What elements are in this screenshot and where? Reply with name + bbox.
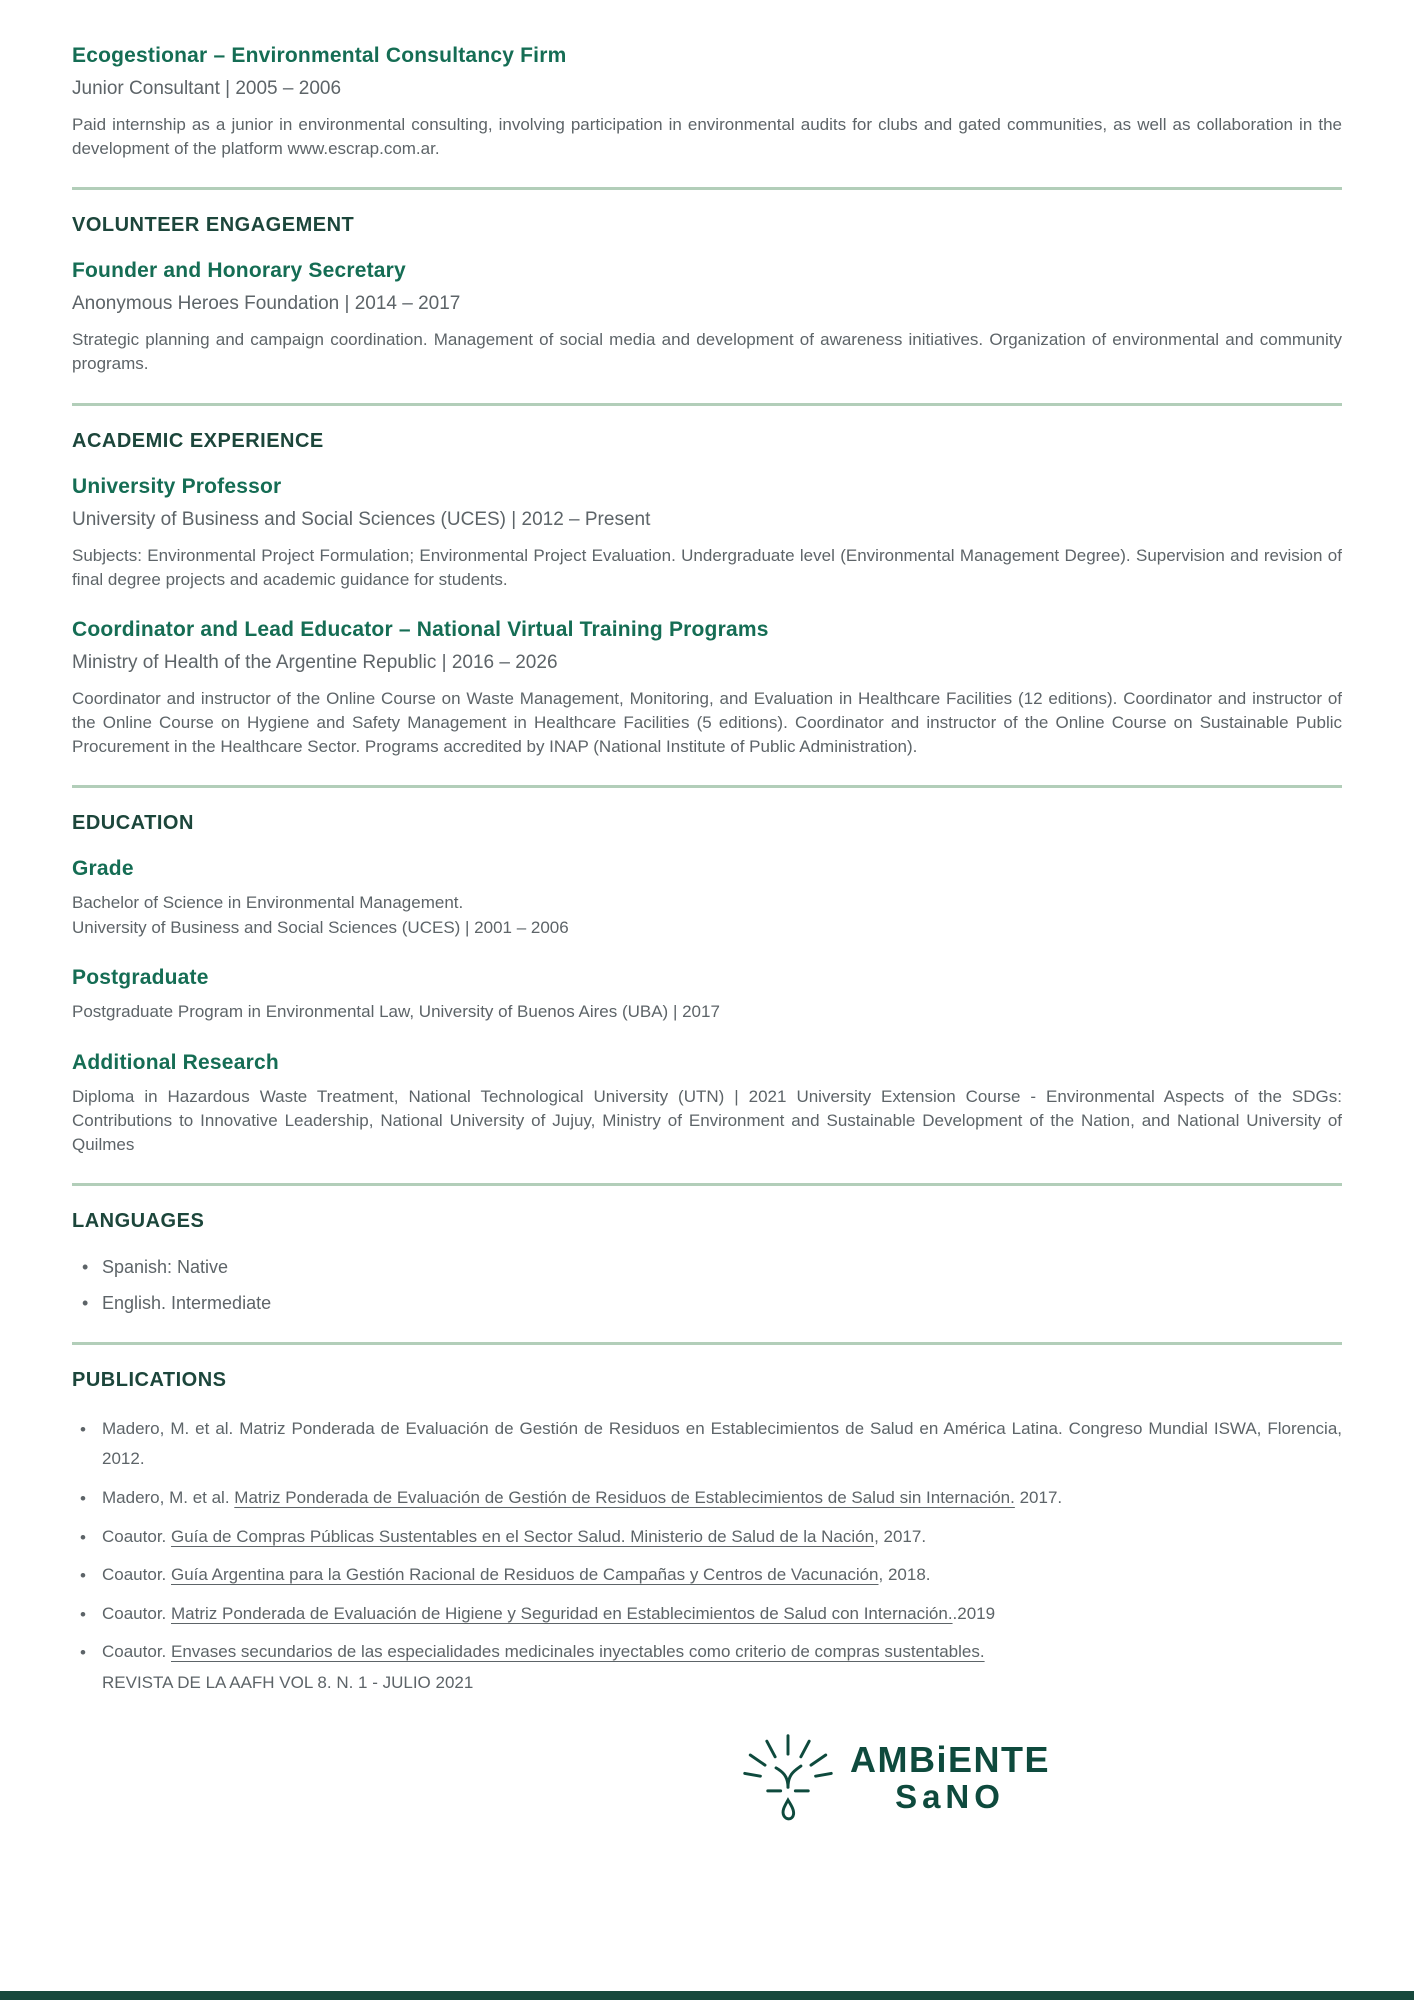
section-header: EDUCATION xyxy=(72,812,194,835)
section-divider xyxy=(72,785,1342,788)
ambiente-sano-logo-text xyxy=(850,1739,1050,1816)
entry-title: Coordinator and Lead Educator – National Virtual Training Programs xyxy=(72,617,769,641)
publication-text: Madero, M. et al. xyxy=(102,1487,235,1507)
publication-link[interactable]: Envases secundarios de las especialidades medicinales inyectables como criterio de compras sustentables. xyxy=(171,1642,985,1662)
section-divider xyxy=(72,1183,1342,1186)
publication-text: Coautor. xyxy=(102,1565,171,1585)
publication-text: , 2018. xyxy=(878,1565,931,1585)
publication-text: .2019 xyxy=(952,1603,996,1623)
entry-title: Grade xyxy=(72,857,134,881)
entry-title: Postgraduate xyxy=(72,966,209,990)
education-line: University of Business and Social Sciences (UCES) | 2001 – 2006 xyxy=(72,917,569,937)
section-header: PUBLICATIONS xyxy=(72,1368,227,1391)
publication-text: 2017. xyxy=(1014,1487,1063,1507)
ambiente-sano-logo-icon xyxy=(742,1727,834,1829)
education-line: Bachelor of Science in Environmental Management. xyxy=(72,893,464,913)
section-education xyxy=(72,812,1342,1157)
entry-description: Subjects: Environmental Project Formulation; Environmental Project Evaluation. Undergraduate level (Environmental Management Degree). Supervision and revision of final degree projects and academic guidance for students. xyxy=(72,545,1342,589)
academic-entry xyxy=(72,475,1342,592)
section-languages xyxy=(72,1210,1342,1315)
section-header: ACADEMIC EXPERIENCE xyxy=(72,429,324,452)
logo-wordmark-line2: SaNO xyxy=(895,1778,1005,1816)
entry-description: Coordinator and instructor of the Online Course on Waste Management, Monitoring, and Evaluation in Healthcare Facilities (12 editions). Coordinator and instructor of the Online Course on Hygiene and Safety Management in Healthcare Facilities (5 editions). Coordinator and instructor of the Online Course on Sustainable Public Procurement in the Healthcare Sector. Programs accredited by INAP (National Institute of Public Administration). xyxy=(72,688,1342,756)
education-entry-additional-research xyxy=(72,1051,1342,1157)
publication-link[interactable]: Guía de Compras Públicas Sustentables en el Sector Salud. Ministerio de Salud de la Nación xyxy=(171,1526,875,1546)
publication-item xyxy=(72,1522,1342,1553)
publication-link[interactable]: Guía Argentina para la Gestión Racional de Residuos de Campañas y Centros de Vacunación xyxy=(171,1565,879,1585)
section-volunteer-engagement xyxy=(72,214,1342,376)
language-item: • Spanish: Native xyxy=(72,1255,1342,1280)
entry-title: Founder and Honorary Secretary xyxy=(72,259,406,283)
publication-text: , 2017. xyxy=(874,1526,927,1546)
education-entry-postgraduate xyxy=(72,966,1342,1025)
section-header: LANGUAGES xyxy=(72,1210,205,1233)
publication-text: Coautor. xyxy=(102,1603,171,1623)
publication-text: Coautor. xyxy=(102,1526,171,1546)
entry-title: Ecogestionar – Environmental Consultancy Firm xyxy=(72,44,567,67)
publications-list xyxy=(72,1414,1342,1699)
publication-item xyxy=(72,1483,1342,1514)
language-item: • English. Intermediate xyxy=(72,1291,1342,1316)
publication-item xyxy=(72,1637,1342,1698)
publication-text: Madero, M. et al. Matriz Ponderada de Evaluación de Gestión de Residuos en Establecimientos de Salud en América Latina. Congreso Mundial ISWA, Florencia, 2012. xyxy=(102,1418,1342,1469)
education-entry-grade xyxy=(72,857,1342,940)
volunteer-entry xyxy=(72,259,1342,376)
ambiente-sano-logo xyxy=(72,1727,1342,1829)
section-academic-experience xyxy=(72,430,1342,760)
section-divider xyxy=(72,187,1342,190)
entry-title: Additional Research xyxy=(72,1051,279,1075)
entry-subtitle: Anonymous Heroes Foundation | 2014 – 2017 xyxy=(72,293,461,315)
logo-wordmark-line1: AMBiENTE xyxy=(850,1739,1050,1781)
academic-entry xyxy=(72,618,1342,759)
education-line: Postgraduate Program in Environmental Law, University of Buenos Aires (UBA) | 2017 xyxy=(72,1002,720,1022)
footer-bar xyxy=(0,1991,1414,2000)
entry-description: Diploma in Hazardous Waste Treatment, National Technological University (UTN) | 2021 University Extension Course - Environmental Aspects of the SDGs: Contributions to Innovative Leadership, National University of Jujuy, Ministry of Environment and Sustainable Development of the Nation, and National University of Quilmes xyxy=(72,1087,1342,1155)
publication-item xyxy=(72,1560,1342,1591)
publication-item xyxy=(72,1599,1342,1630)
publication-text: REVISTA DE LA AAFH VOL 8. N. 1 - JULIO 2021 xyxy=(102,1672,474,1692)
entry-description: Strategic planning and campaign coordination. Management of social media and development of awareness initiatives. Organization of environmental and community programs. xyxy=(72,330,1342,374)
languages-list xyxy=(72,1255,1342,1315)
section-divider xyxy=(72,1342,1342,1345)
entry-description: Paid internship as a junior in environmental consulting, involving participation in environmental audits for clubs and gated communities, as well as collaboration in the development of the platform www.escrap.com.ar. xyxy=(72,115,1342,159)
publication-item xyxy=(72,1414,1342,1475)
experience-entry-ecogestionar xyxy=(72,44,1342,161)
entry-subtitle: University of Business and Social Sciences (UCES) | 2012 – Present xyxy=(72,508,651,530)
entry-subtitle: Ministry of Health of the Argentine Republic | 2016 – 2026 xyxy=(72,651,558,673)
section-divider xyxy=(72,403,1342,406)
entry-title: University Professor xyxy=(72,474,282,498)
section-publications xyxy=(72,1369,1342,1699)
publication-link[interactable]: Matriz Ponderada de Evaluación de Higiene y Seguridad en Establecimientos de Salud con Internación. xyxy=(171,1603,953,1623)
section-header: VOLUNTEER ENGAGEMENT xyxy=(72,214,355,237)
entry-subtitle: Junior Consultant | 2005 – 2006 xyxy=(72,78,342,99)
publication-text: Coautor. xyxy=(102,1642,171,1662)
publication-link[interactable]: Matriz Ponderada de Evaluación de Gestión de Residuos de Establecimientos de Salud sin Internación. xyxy=(234,1487,1015,1507)
